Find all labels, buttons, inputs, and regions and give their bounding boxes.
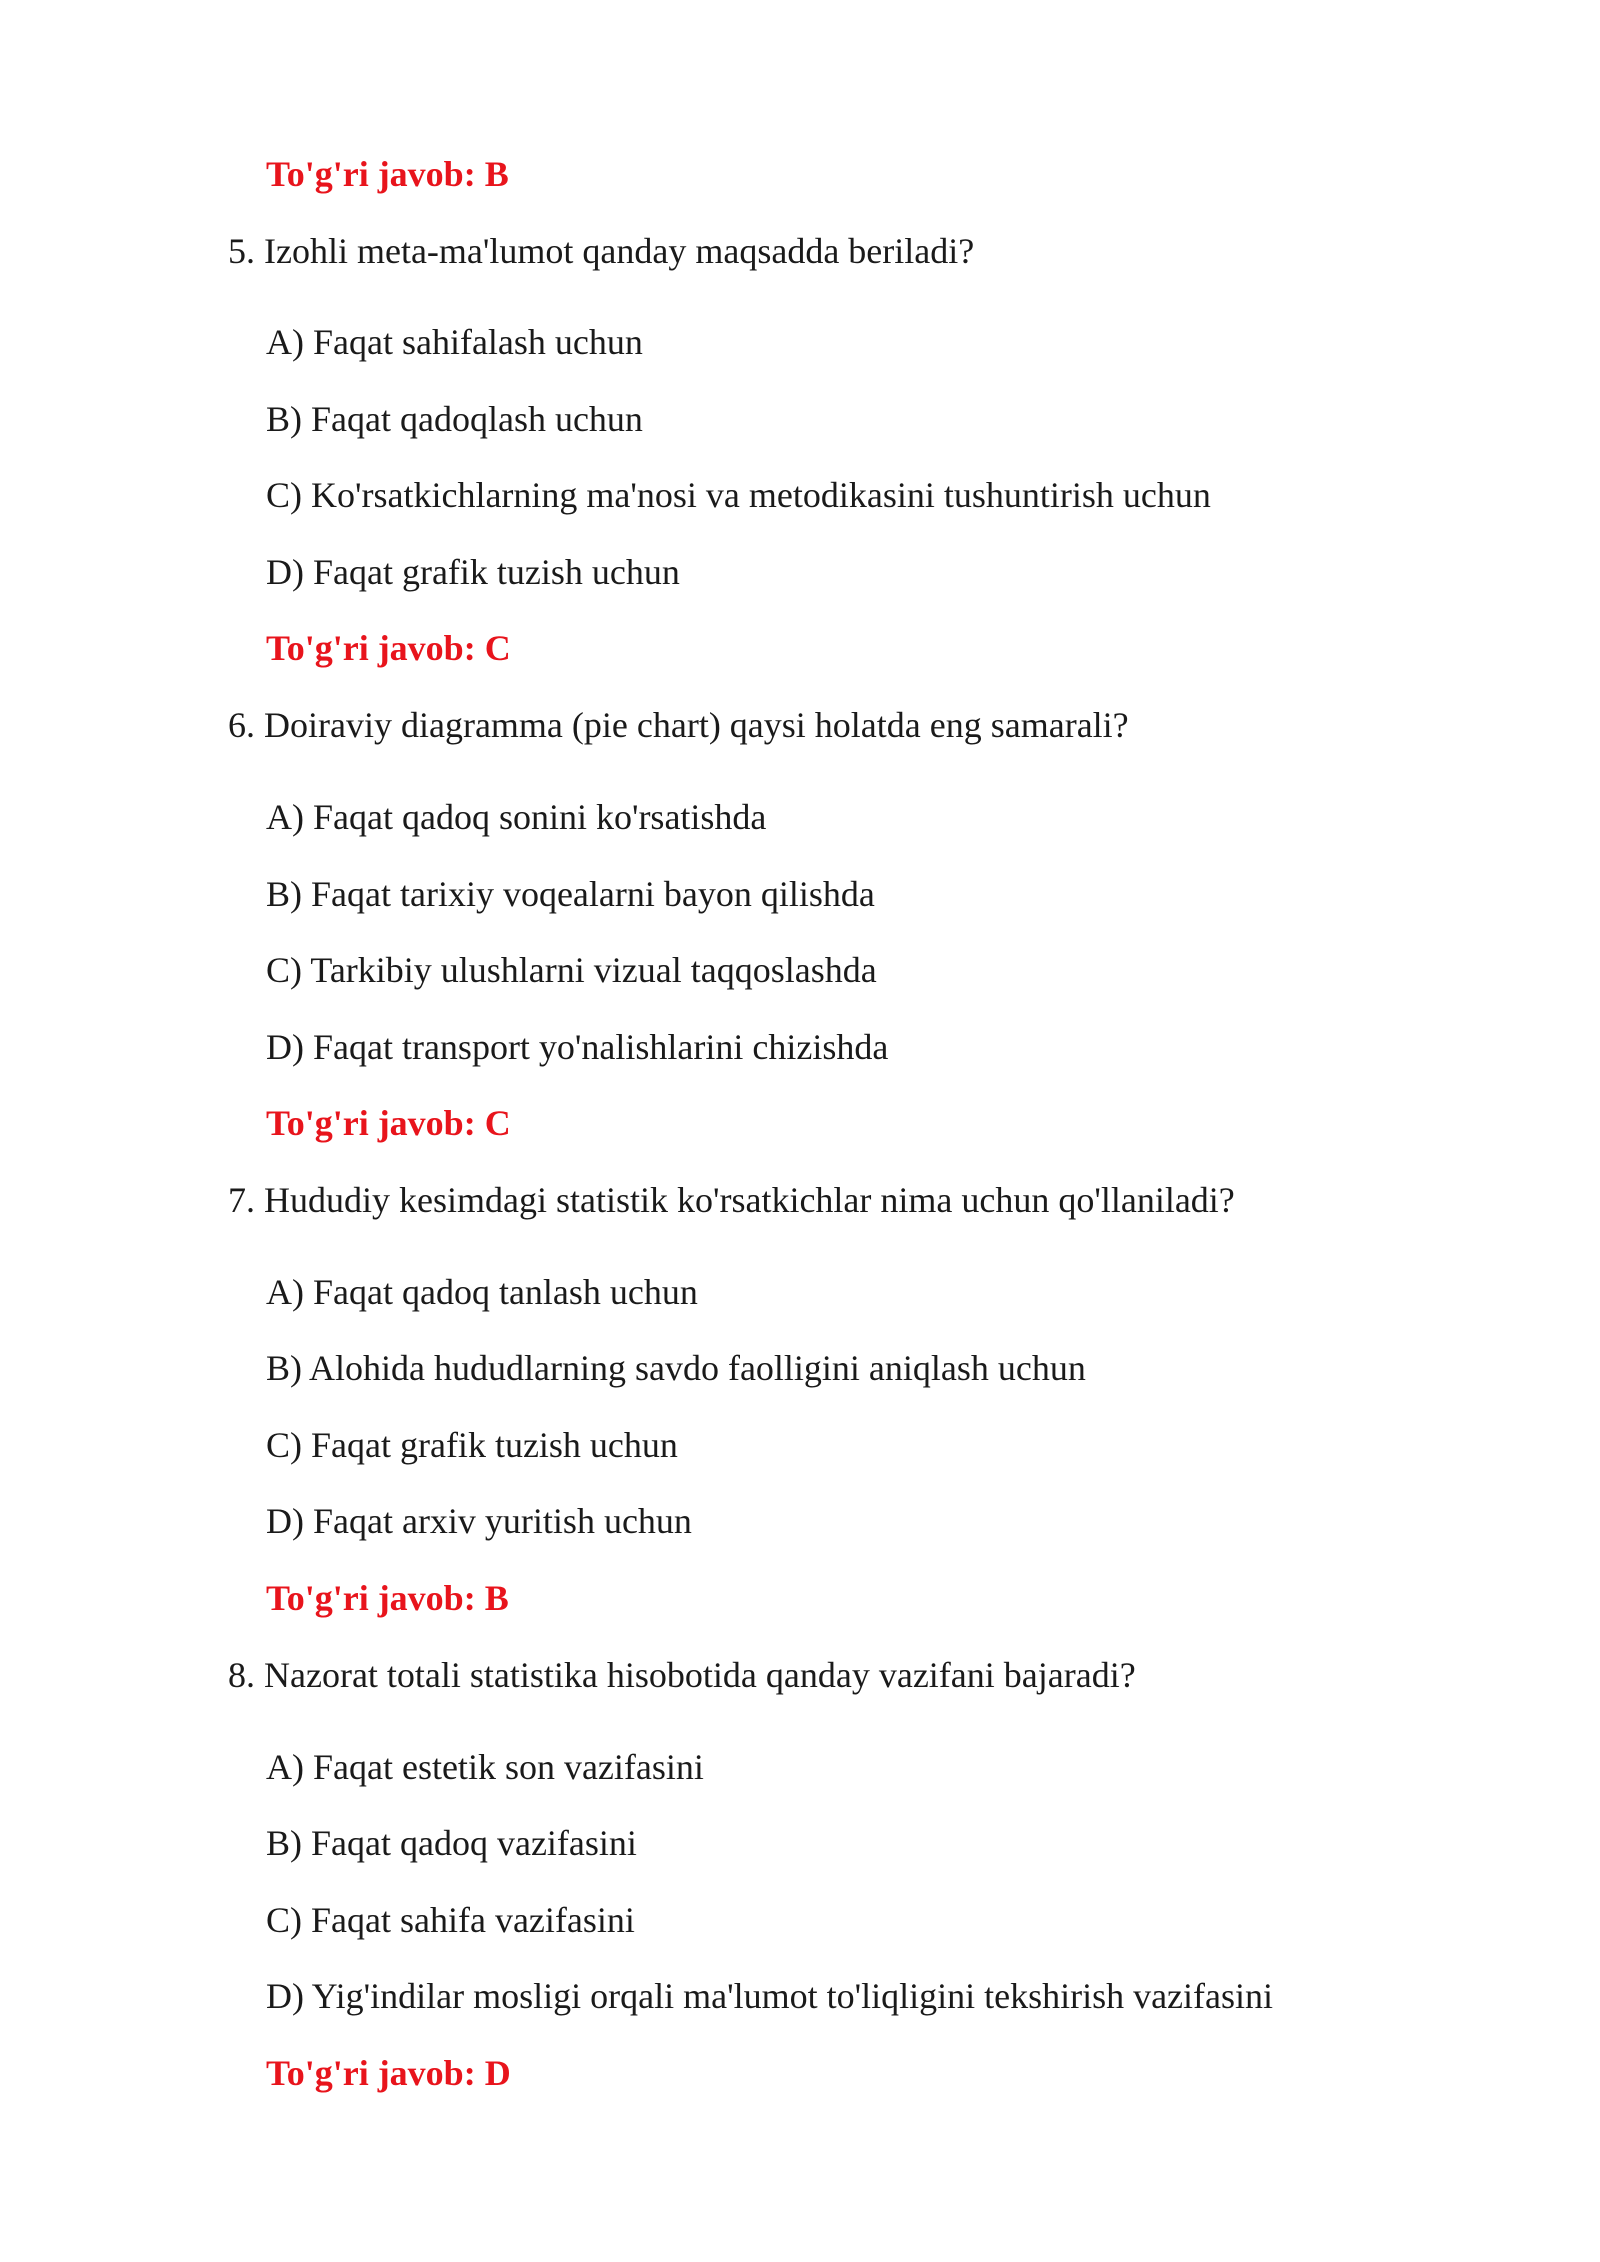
option-text: C) Faqat grafik tuzish uchun (266, 1425, 678, 1465)
option-text: B) Alohida hududlarning savdo faolligini aniqlash uchun (266, 1348, 1086, 1388)
answer-text: To'g'ri javob: B (266, 1578, 509, 1618)
option-text: C) Faqat sahifa vazifasini (266, 1900, 635, 1940)
answer-text: To'g'ri javob: C (266, 628, 511, 668)
option-text: A) Faqat estetik son vazifasini (266, 1747, 704, 1787)
question-text: 6. Doiraviy diagramma (pie chart) qaysi holatda eng samarali? (228, 705, 1129, 745)
option-text: A) Faqat qadoq tanlash uchun (266, 1272, 698, 1312)
question-text: 5. Izohli meta-ma'lumot qanday maqsadda beriladi? (228, 231, 975, 271)
option-text: A) Faqat sahifalash uchun (266, 322, 643, 362)
option-text: A) Faqat qadoq sonini ko'rsatishda (266, 797, 767, 837)
option-text: D) Faqat grafik tuzish uchun (266, 552, 680, 592)
option-text: D) Faqat arxiv yuritish uchun (266, 1501, 692, 1541)
option-text: C) Ko'rsatkichlarning ma'nosi va metodikasini tushuntirish uchun (266, 475, 1211, 515)
option-text: D) Faqat transport yo'nalishlarini chizishda (266, 1027, 889, 1067)
option-text: C) Tarkibiy ulushlarni vizual taqqoslashda (266, 950, 877, 990)
answer-text: To'g'ri javob: B (266, 154, 509, 194)
option-text: D) Yig'indilar mosligi orqali ma'lumot to'liqligini tekshirish vazifasini (266, 1976, 1274, 2016)
option-text: B) Faqat qadoq vazifasini (266, 1823, 637, 1863)
answer-text: To'g'ri javob: D (266, 2053, 511, 2093)
option-text: B) Faqat tarixiy voqealarni bayon qilishda (266, 874, 875, 914)
question-text: 8. Nazorat totali statistika hisobotida qanday vazifani bajaradi? (228, 1655, 1136, 1695)
answer-text: To'g'ri javob: C (266, 1103, 511, 1143)
option-text: B) Faqat qadoqlash uchun (266, 399, 643, 439)
question-text: 7. Hududiy kesimdagi statistik ko'rsatkichlar nima uchun qo'llaniladi? (228, 1180, 1235, 1220)
